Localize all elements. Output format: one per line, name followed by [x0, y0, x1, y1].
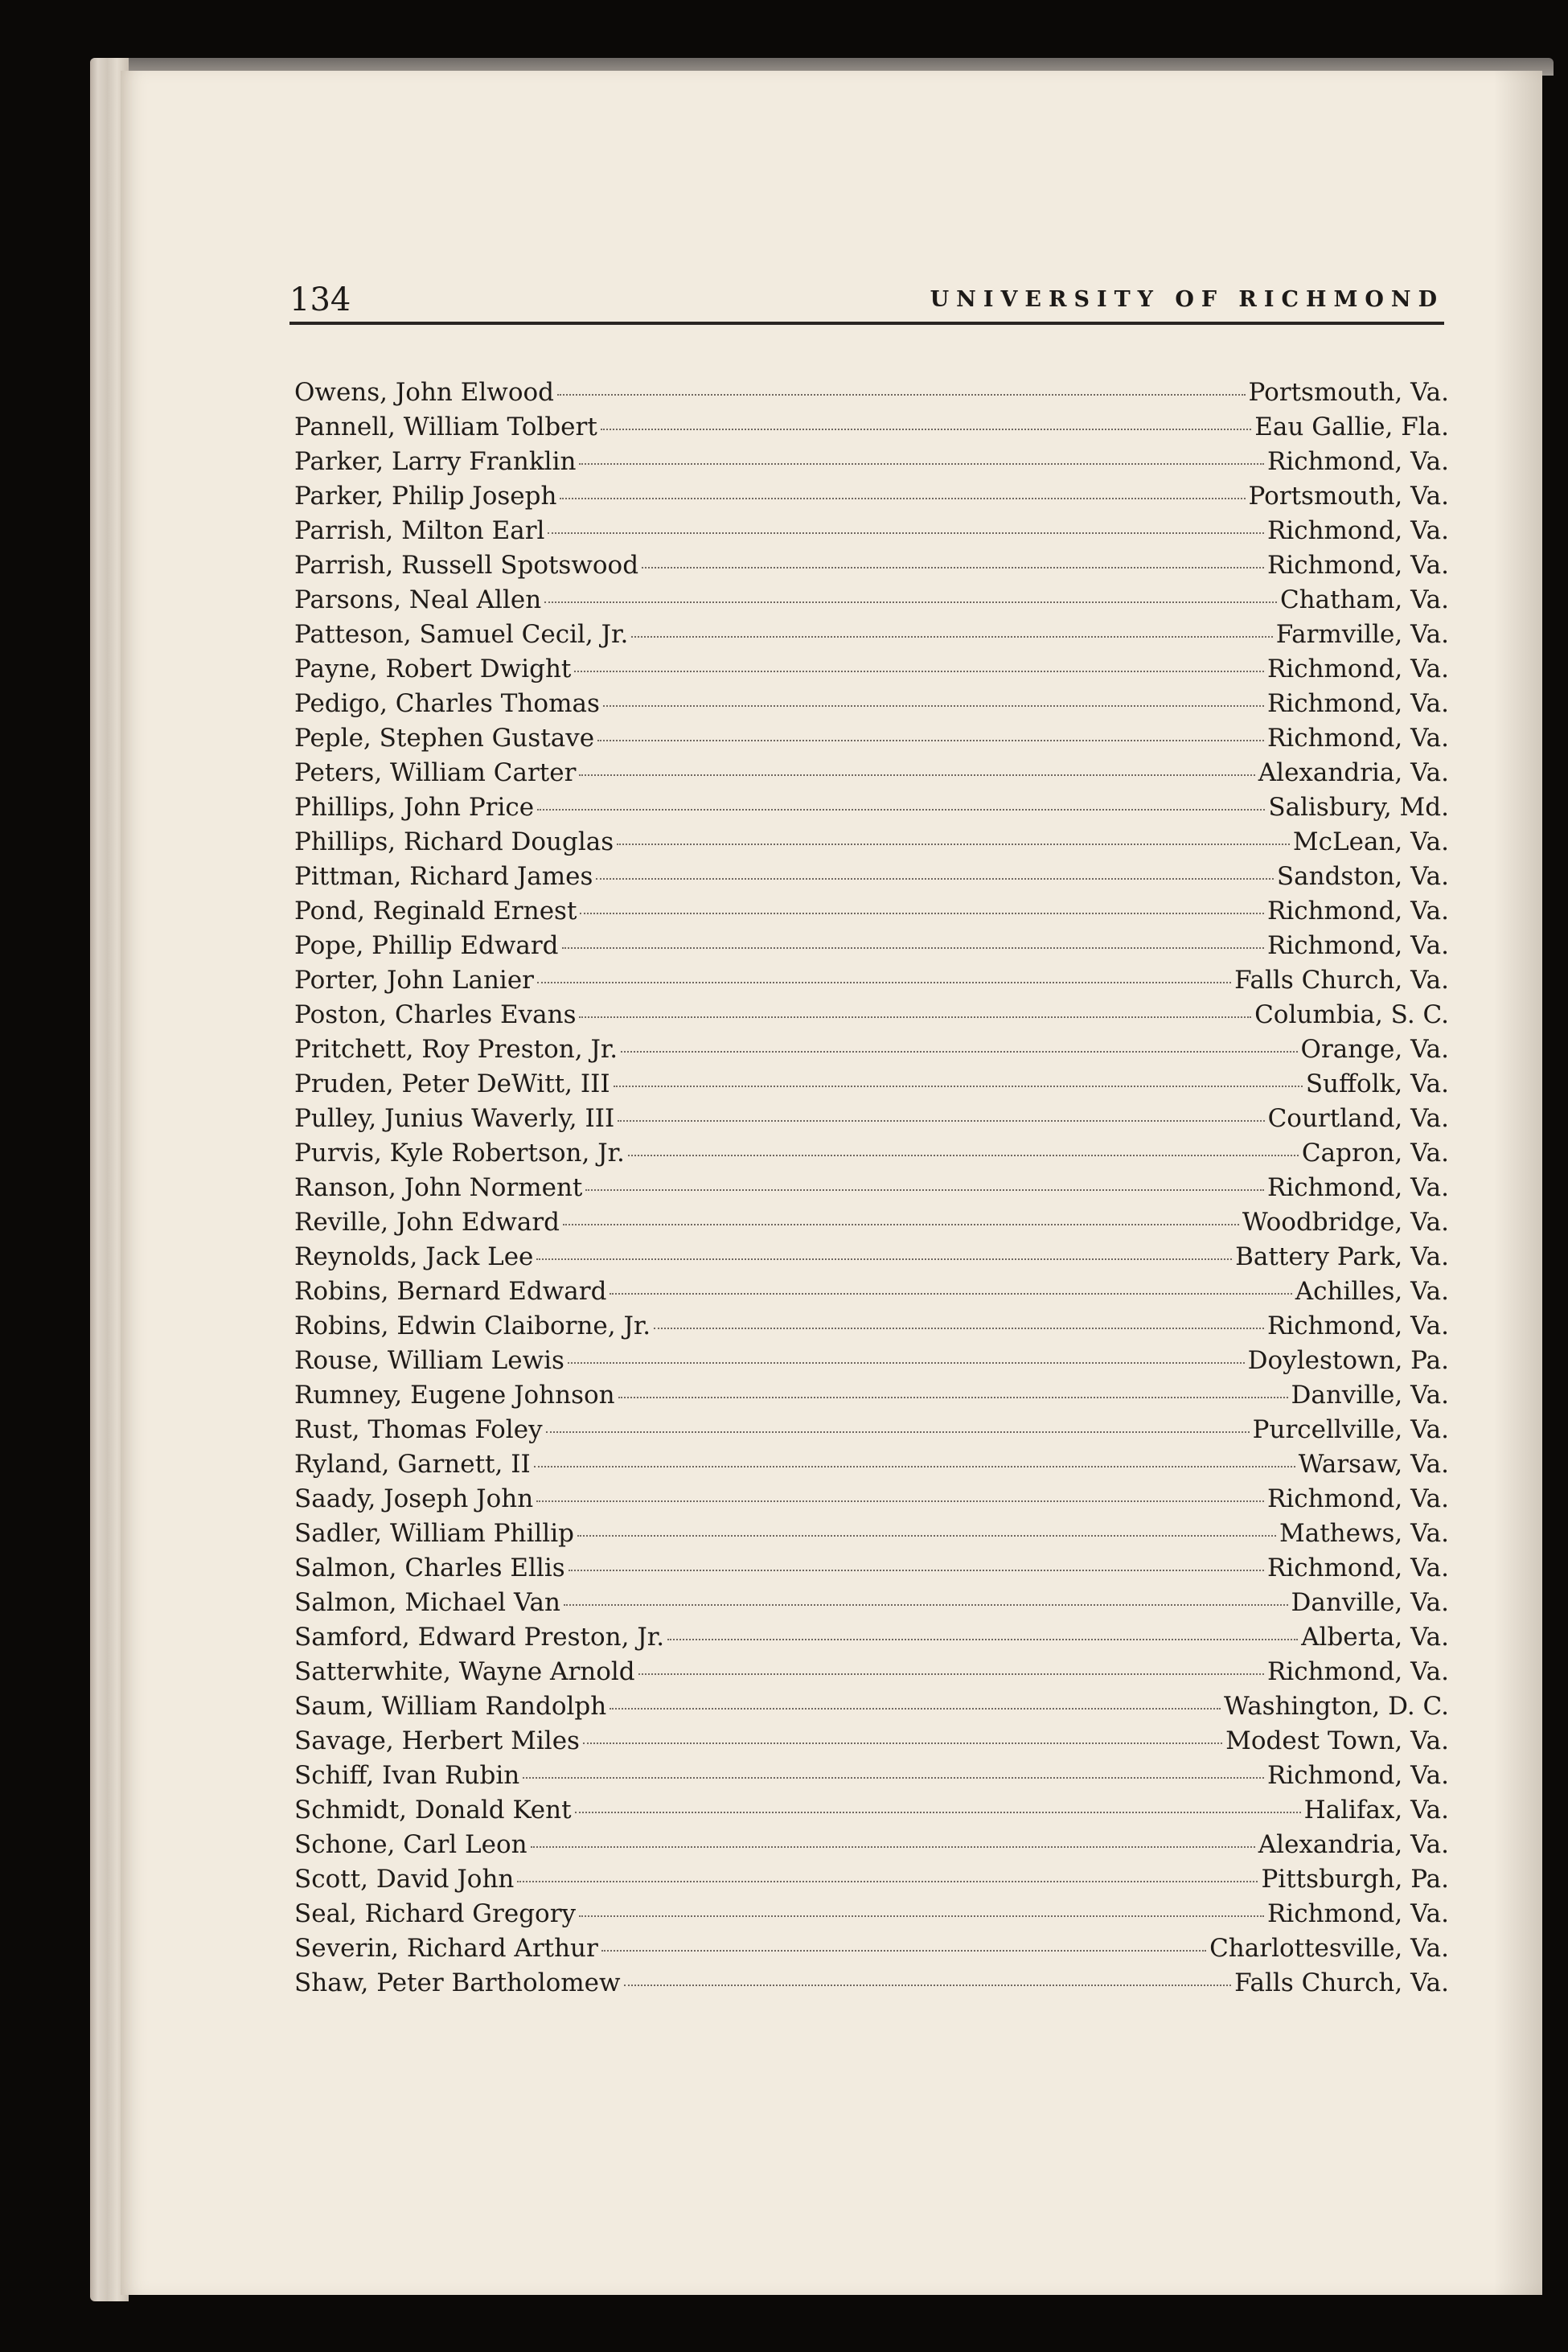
hometown: Portsmouth, Va. [1248, 482, 1449, 511]
hometown: Richmond, Va. [1266, 897, 1449, 926]
hometown: Richmond, Va. [1266, 516, 1449, 545]
running-head: UNIVERSITY OF RICHMOND [930, 287, 1444, 312]
list-item [294, 862, 1449, 897]
hometown: Eau Gallie, Fla. [1254, 413, 1449, 441]
student-name: Owens, John Elwood [294, 378, 555, 407]
list-item [294, 1173, 1449, 1208]
dot-leader [667, 1639, 1298, 1640]
hometown: Richmond, Va. [1266, 1311, 1449, 1340]
list-item [294, 1069, 1449, 1104]
dot-leader [638, 1673, 1264, 1675]
hometown: Portsmouth, Va. [1248, 378, 1449, 407]
dot-leader [574, 671, 1264, 672]
dot-leader [536, 1258, 1232, 1260]
student-name: Phillips, John Price [294, 793, 535, 822]
list-item [294, 1311, 1449, 1346]
list-item [294, 1104, 1449, 1139]
list-item [294, 620, 1449, 655]
dot-leader [610, 1293, 1291, 1295]
student-name: Saady, Joseph John [294, 1484, 534, 1513]
student-name: Sadler, William Phillip [294, 1519, 574, 1548]
list-item [294, 1968, 1449, 2003]
student-directory-list [294, 378, 1449, 2003]
list-item [294, 585, 1449, 620]
hometown: Richmond, Va. [1266, 447, 1449, 476]
dot-leader [621, 1051, 1297, 1053]
hometown: Richmond, Va. [1266, 1484, 1449, 1513]
dot-leader [583, 1742, 1222, 1744]
student-name: Parrish, Milton Earl [294, 516, 545, 545]
list-item [294, 827, 1449, 862]
dot-leader [597, 740, 1264, 741]
list-item [294, 1554, 1449, 1588]
hometown: Richmond, Va. [1266, 689, 1449, 718]
dot-leader [548, 532, 1264, 534]
dot-leader [596, 878, 1274, 880]
hometown: Sandston, Va. [1276, 862, 1449, 891]
list-item [294, 1865, 1449, 1899]
list-item [294, 1519, 1449, 1554]
hometown: Richmond, Va. [1266, 1173, 1449, 1202]
dot-leader [568, 1362, 1245, 1364]
hometown: Richmond, Va. [1266, 1899, 1449, 1928]
dot-leader [577, 1535, 1276, 1537]
dot-leader [580, 913, 1264, 914]
dot-leader [534, 1466, 1295, 1467]
list-item [294, 1588, 1449, 1623]
student-name: Parsons, Neal Allen [294, 585, 542, 614]
student-name: Porter, John Lanier [294, 966, 534, 995]
list-item [294, 1830, 1449, 1865]
list-item [294, 482, 1449, 516]
list-item [294, 793, 1449, 827]
hometown: Richmond, Va. [1266, 1554, 1449, 1582]
hometown: Chatham, Va. [1279, 585, 1449, 614]
student-name: Schiff, Ivan Rubin [294, 1761, 520, 1790]
student-name: Reynolds, Jack Lee [294, 1242, 534, 1271]
dot-leader [617, 844, 1290, 845]
hometown: Richmond, Va. [1266, 1657, 1449, 1686]
student-name: Rouse, William Lewis [294, 1346, 564, 1375]
student-name: Saum, William Randolph [294, 1692, 607, 1721]
hometown: McLean, Va. [1292, 827, 1449, 856]
dot-leader [579, 1016, 1251, 1018]
hometown: Richmond, Va. [1266, 1761, 1449, 1790]
hometown: Alberta, Va. [1301, 1623, 1449, 1652]
list-item [294, 1726, 1449, 1761]
student-name: Patteson, Samuel Cecil, Jr. [294, 620, 629, 649]
student-name: Pannell, William Tolbert [294, 413, 597, 441]
student-name: Satterwhite, Wayne Arnold [294, 1657, 635, 1686]
dot-leader [557, 394, 1246, 396]
hometown: Doylestown, Pa. [1247, 1346, 1449, 1375]
dot-leader [579, 774, 1254, 776]
student-name: Phillips, Richard Douglas [294, 827, 614, 856]
student-name: Shaw, Peter Bartholomew [294, 1968, 621, 1997]
list-item [294, 1139, 1449, 1173]
list-item [294, 551, 1449, 585]
dot-leader [579, 463, 1264, 465]
list-item [294, 1657, 1449, 1692]
dot-leader [569, 1570, 1264, 1571]
student-name: Salmon, Charles Ellis [294, 1554, 565, 1582]
list-item [294, 413, 1449, 447]
list-item [294, 1450, 1449, 1484]
list-item [294, 378, 1449, 413]
student-name: Rust, Thomas Foley [294, 1415, 543, 1444]
dot-leader [546, 1431, 1250, 1433]
hometown: Capron, Va. [1301, 1139, 1449, 1168]
list-item [294, 516, 1449, 551]
hometown: Danville, Va. [1291, 1588, 1449, 1617]
student-name: Peters, William Carter [294, 758, 577, 787]
dot-leader [601, 1950, 1206, 1952]
hometown: Warsaw, Va. [1298, 1450, 1449, 1479]
hometown: Pittsburgh, Pa. [1261, 1865, 1449, 1894]
hometown: Suffolk, Va. [1305, 1069, 1449, 1098]
dot-leader [618, 1120, 1264, 1122]
student-name: Robins, Edwin Claiborne, Jr. [294, 1311, 651, 1340]
student-name: Salmon, Michael Van [294, 1588, 560, 1617]
student-name: Ryland, Garnett, II [294, 1450, 531, 1479]
list-item [294, 724, 1449, 758]
student-name: Pedigo, Charles Thomas [294, 689, 600, 718]
list-item [294, 1035, 1449, 1069]
hometown: Modest Town, Va. [1225, 1726, 1449, 1755]
dot-leader [564, 1604, 1288, 1606]
hometown: Battery Park, Va. [1235, 1242, 1449, 1271]
hometown: Washington, D. C. [1224, 1692, 1449, 1721]
dot-leader [544, 601, 1277, 603]
dot-leader [601, 429, 1251, 430]
hometown: Achilles, Va. [1295, 1277, 1449, 1306]
student-name: Parrish, Russell Spotswood [294, 551, 639, 580]
list-item [294, 1692, 1449, 1726]
hometown: Alexandria, Va. [1258, 758, 1449, 787]
dot-leader [585, 1189, 1264, 1191]
dot-leader [531, 1846, 1255, 1848]
list-item [294, 1623, 1449, 1657]
student-name: Robins, Bernard Edward [294, 1277, 607, 1306]
page-gutter-shadow [1494, 71, 1542, 2295]
list-item [294, 1899, 1449, 1934]
hometown: Alexandria, Va. [1258, 1830, 1449, 1859]
list-item [294, 897, 1449, 931]
dot-leader [537, 809, 1265, 811]
dot-leader [560, 498, 1245, 499]
list-item [294, 1934, 1449, 1968]
student-name: Parker, Philip Joseph [294, 482, 557, 511]
list-item [294, 1381, 1449, 1415]
list-item [294, 758, 1449, 793]
hometown: Richmond, Va. [1266, 551, 1449, 580]
student-name: Schmidt, Donald Kent [294, 1796, 572, 1825]
dot-leader [563, 1224, 1239, 1225]
student-name: Payne, Robert Dwight [294, 655, 572, 683]
hometown: Falls Church, Va. [1234, 966, 1449, 995]
hometown: Charlottesville, Va. [1209, 1934, 1449, 1963]
dot-leader [523, 1777, 1264, 1779]
list-item [294, 655, 1449, 689]
dot-leader [628, 1155, 1299, 1156]
list-item [294, 1346, 1449, 1381]
dot-leader [579, 1915, 1264, 1917]
dot-leader [562, 947, 1264, 949]
list-item [294, 1484, 1449, 1519]
list-item [294, 1242, 1449, 1277]
student-name: Ranson, John Norment [294, 1173, 583, 1202]
student-name: Rumney, Eugene Johnson [294, 1381, 615, 1410]
list-item [294, 966, 1449, 1000]
list-item [294, 931, 1449, 966]
list-item [294, 1000, 1449, 1035]
hometown: Woodbridge, Va. [1242, 1208, 1449, 1237]
student-name: Pond, Reginald Ernest [294, 897, 577, 926]
student-name: Seal, Richard Gregory [294, 1899, 577, 1928]
dot-leader [614, 1086, 1303, 1087]
hometown: Salisbury, Md. [1268, 793, 1449, 822]
student-name: Pittman, Richard James [294, 862, 593, 891]
dot-leader [610, 1708, 1221, 1710]
hometown: Richmond, Va. [1266, 724, 1449, 753]
page-number: 134 [289, 281, 351, 318]
student-name: Severin, Richard Arthur [294, 1934, 598, 1963]
dot-leader [517, 1881, 1258, 1882]
dot-leader [575, 1812, 1301, 1813]
list-item [294, 689, 1449, 724]
list-item [294, 1277, 1449, 1311]
dot-leader [624, 1985, 1232, 1986]
student-name: Scott, David John [294, 1865, 515, 1894]
student-name: Pope, Phillip Edward [294, 931, 559, 960]
student-name: Reville, John Edward [294, 1208, 560, 1237]
hometown: Halifax, Va. [1303, 1796, 1449, 1825]
dot-leader [642, 567, 1264, 569]
student-name: Samford, Edward Preston, Jr. [294, 1623, 665, 1652]
student-name: Savage, Herbert Miles [294, 1726, 580, 1755]
dot-leader [654, 1328, 1264, 1329]
list-item [294, 1415, 1449, 1450]
hometown: Purcellville, Va. [1252, 1415, 1449, 1444]
list-item [294, 1208, 1449, 1242]
student-name: Parker, Larry Franklin [294, 447, 577, 476]
student-name: Purvis, Kyle Robertson, Jr. [294, 1139, 625, 1168]
dot-leader [537, 982, 1231, 983]
student-name: Peple, Stephen Gustave [294, 724, 595, 753]
student-name: Pritchett, Roy Preston, Jr. [294, 1035, 618, 1064]
hometown: Mathews, Va. [1279, 1519, 1449, 1548]
dot-leader [618, 1397, 1288, 1398]
student-name: Pruden, Peter DeWitt, III [294, 1069, 610, 1098]
student-name: Pulley, Junius Waverly, III [294, 1104, 615, 1133]
list-item [294, 1796, 1449, 1830]
hometown: Courtland, Va. [1267, 1104, 1449, 1133]
hometown: Richmond, Va. [1266, 931, 1449, 960]
page-header [289, 273, 1444, 325]
hometown: Falls Church, Va. [1234, 1968, 1449, 1997]
hometown: Richmond, Va. [1266, 655, 1449, 683]
dot-leader [603, 705, 1264, 707]
hometown: Farmville, Va. [1275, 620, 1449, 649]
dot-leader [536, 1500, 1264, 1502]
list-item [294, 447, 1449, 482]
student-name: Schone, Carl Leon [294, 1830, 527, 1859]
hometown: Orange, Va. [1300, 1035, 1449, 1064]
hometown: Danville, Va. [1291, 1381, 1449, 1410]
list-item [294, 1761, 1449, 1796]
student-name: Poston, Charles Evans [294, 1000, 577, 1029]
dot-leader [631, 636, 1272, 638]
hometown: Columbia, S. C. [1254, 1000, 1449, 1029]
